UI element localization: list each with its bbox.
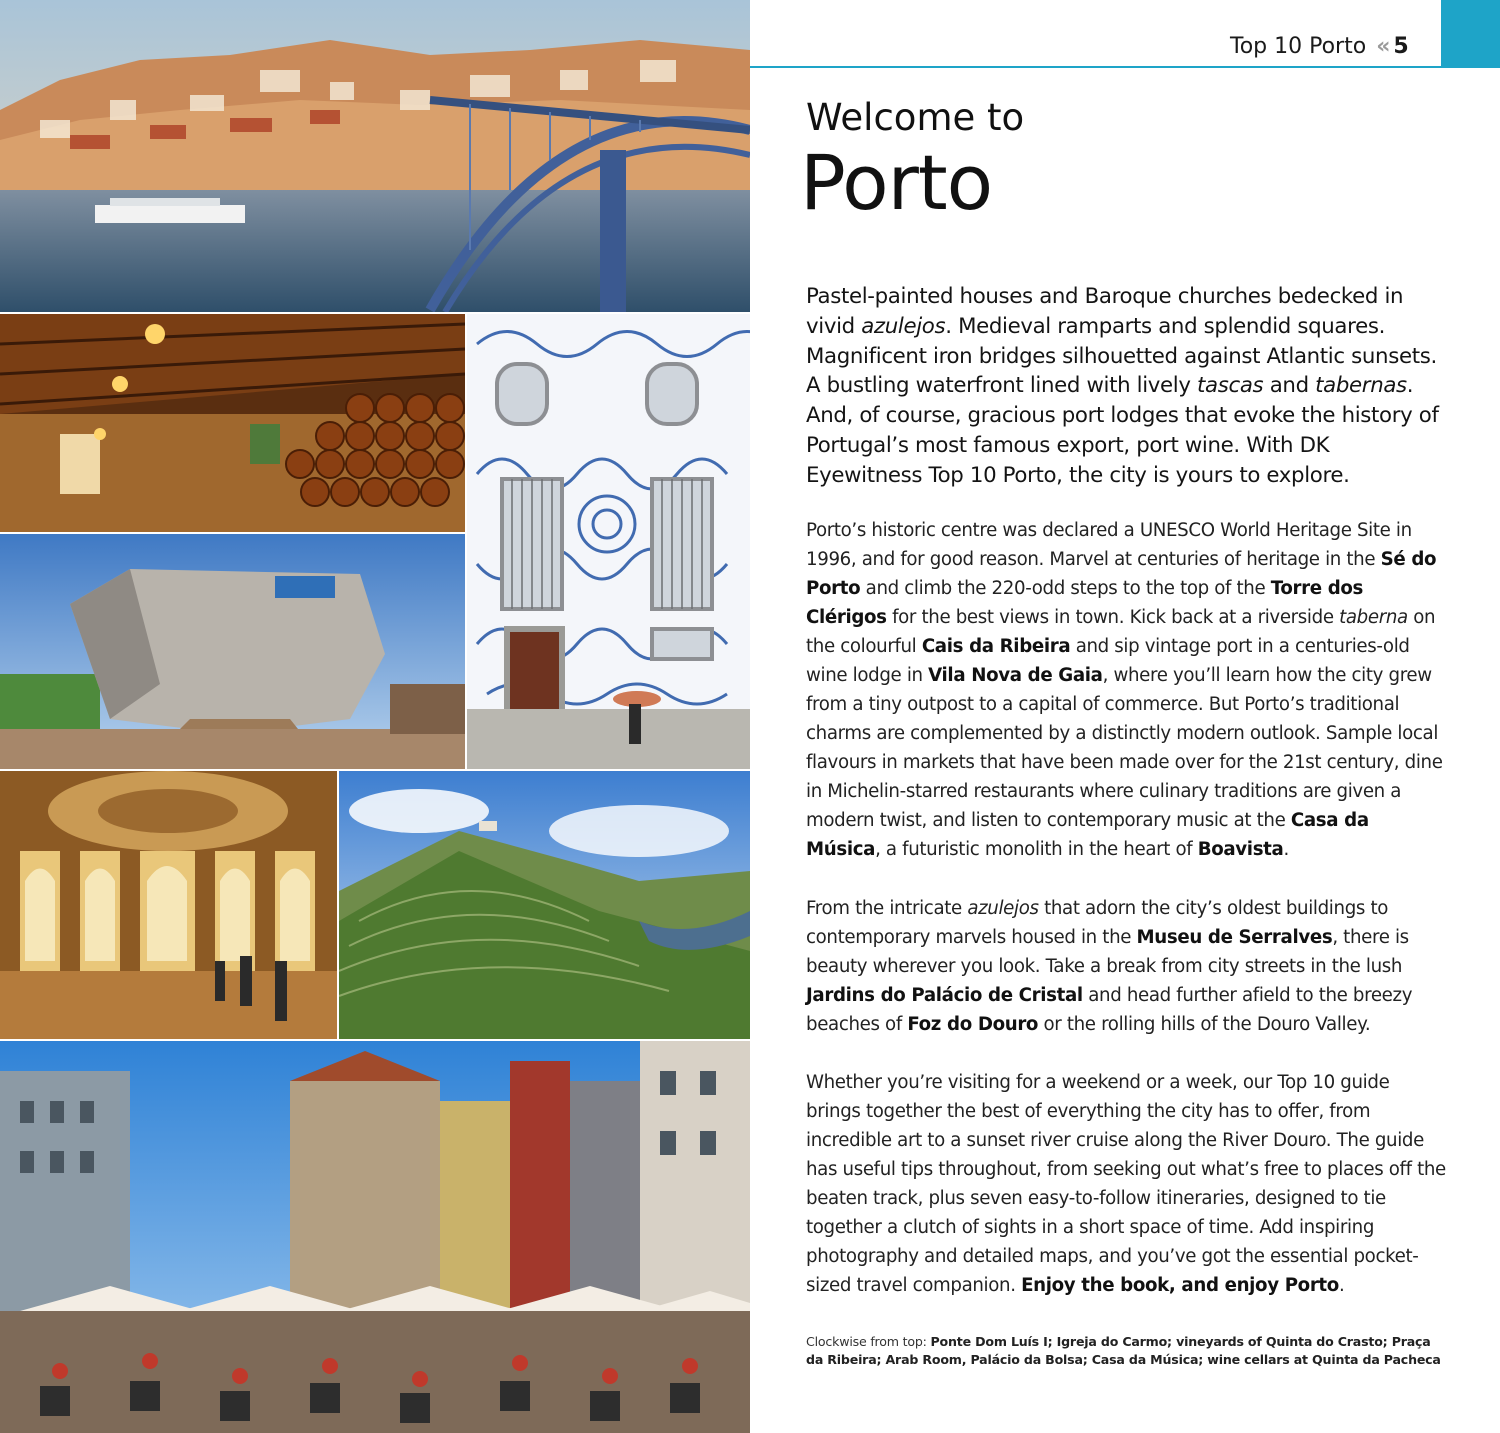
body-paragraph-2 xyxy=(806,894,1446,1039)
body-italic: taberna xyxy=(1339,607,1408,628)
closing-line: Enjoy the book, and enjoy Porto xyxy=(1021,1275,1339,1296)
place-name: Casa da Música xyxy=(806,810,1369,860)
place-name: Cais da Ribeira xyxy=(921,636,1071,657)
page-title: Porto xyxy=(800,138,993,227)
place-name: Foz do Douro xyxy=(907,1014,1039,1035)
body-text: , where you’ll learn how the city grew from a tiny outpost to a capital of commerce. But Porto’s traditional charms are complemented by a distinctly modern outlook. Sample local flavours in markets that have been made over for the 21st century, dine in Michelin-starred restaurants where culinary traditions are given a modern twist, and listen to contemporary music at the xyxy=(806,665,1443,831)
title-kicker: Welcome to xyxy=(806,96,1025,139)
photo-wine-cellars xyxy=(0,314,465,532)
section-title: Top 10 Porto xyxy=(1230,34,1367,59)
place-name: Torre dos Clérigos xyxy=(806,578,1364,628)
lead-italic: azulejos xyxy=(861,313,946,339)
body-italic: azulejos xyxy=(967,898,1039,919)
photo-ponte-dom-luis xyxy=(0,0,750,312)
photo-casa-da-musica xyxy=(0,534,465,769)
body-text: and sip vintage port in a centuries-old wine lodge in xyxy=(806,636,1410,686)
photo-arab-room xyxy=(0,771,337,1039)
lead-paragraph xyxy=(806,282,1446,491)
body-text: From the intricate xyxy=(806,898,968,919)
place-name: Jardins do Palácio de Cristal xyxy=(806,985,1083,1006)
photo-igreja-do-carmo xyxy=(467,314,750,769)
caption-list: Ponte Dom Luís I; Igreja do Carmo; vineyards of Quinta do Crasto; Praça da Ribeira; Arab Room, Palácio da Bolsa; Casa da Música; wine cellars at Quinta da Pacheca xyxy=(806,1334,1441,1367)
caption-label: Clockwise from top: xyxy=(806,1334,931,1349)
lead-text: . Medieval ramparts and splendid squares. Magnificent iron bridges silhouetted against Atlantic sunsets. A bustling waterfront lined with lively xyxy=(806,313,1437,399)
photo-caption xyxy=(806,1333,1446,1369)
body-text: or the rolling hills of the Douro Valley. xyxy=(1038,1014,1371,1035)
body-text: . xyxy=(1338,1275,1345,1296)
header-rule xyxy=(750,66,1500,68)
header-color-tab xyxy=(1441,0,1500,68)
lead-italic: tabernas xyxy=(1315,373,1407,399)
photo-praca-da-ribeira xyxy=(0,1041,750,1433)
place-name: Museu de Serralves xyxy=(1136,927,1333,948)
body-paragraph-1 xyxy=(806,516,1446,864)
place-name: Boavista xyxy=(1197,839,1284,860)
lead-text: Pastel-painted houses and Baroque churches bedecked in vivid xyxy=(806,284,1404,339)
body-text: Whether you’re visiting for a weekend or a week, our Top 10 guide brings together the best of everything the city has to offer, from incredible art to a sunset river cruise along the River Douro. The guide has useful tips throughout, from seeking out what’s free to places off the beaten track, plus seven easy-to-follow itineraries, designed to tie together a clutch of sights in a short space of time. Add inspiring photography and detailed maps, and you’ve got the essential pocket-sized travel companion. xyxy=(806,1072,1446,1296)
place-name: Vila Nova de Gaia xyxy=(928,665,1103,686)
chevron-icon: « xyxy=(1376,34,1388,59)
body-text: Porto’s historic centre was declared a UNESCO World Heritage Site in 1996, and for good reason. Marvel at centuries of heritage in the xyxy=(806,520,1412,570)
body-text: . xyxy=(1283,839,1289,860)
running-head xyxy=(1230,34,1409,59)
lead-text: and xyxy=(1263,373,1316,399)
page-number: 5 xyxy=(1393,34,1409,59)
body-text: , a futuristic monolith in the heart of xyxy=(875,839,1198,860)
body-text: , there is beauty wherever you look. Take a break from city streets in the lush xyxy=(806,927,1409,977)
place-name: Sé do Porto xyxy=(806,549,1437,599)
lead-italic: tascas xyxy=(1197,373,1264,399)
body-text: that adorn the city’s oldest buildings to contemporary marvels housed in the xyxy=(806,898,1389,948)
photo-vineyards-quinta-do-crasto xyxy=(339,771,750,1039)
body-text: and climb the 220-odd steps to the top of the xyxy=(860,578,1271,599)
body-paragraph-3 xyxy=(806,1068,1446,1300)
body-text: and head further afield to the breezy beaches of xyxy=(806,985,1413,1035)
body-text: on the colourful xyxy=(806,607,1436,657)
lead-text: . And, of course, gracious port lodges that evoke the history of Portugal’s most famous export, port wine. With DK Eyewitness Top 10 Porto, the city is yours to explore. xyxy=(806,373,1439,488)
body-text: for the best views in town. Kick back at a riverside xyxy=(886,607,1340,628)
